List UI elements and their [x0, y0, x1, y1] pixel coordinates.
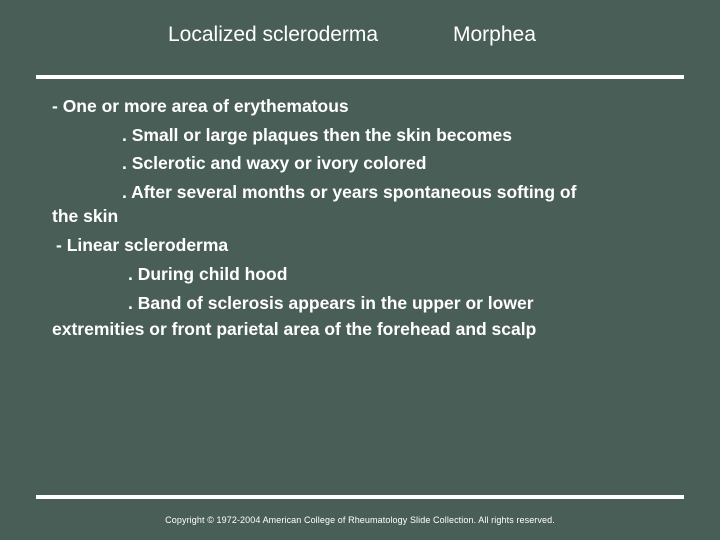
body-line: - Linear scleroderma — [56, 235, 229, 255]
bottom-divider — [36, 495, 684, 499]
title-alternate-name: Morphea — [453, 23, 536, 46]
body-line: . During child hood — [128, 264, 288, 284]
copyright-footer — [0, 514, 720, 526]
body-line: - One or more area of erythematous — [52, 96, 349, 116]
title-main: Localized scleroderma — [168, 23, 379, 46]
body-line: . Band of sclerosis appears in the upper or lower — [128, 293, 534, 313]
body-line: . Sclerotic and waxy or ivory colored — [122, 153, 427, 173]
copyright-text: Copyright © 1972-2004 American College of Rheumatology Slide Collection. All rights reserved. — [165, 515, 555, 525]
body-line: extremities or front parietal area of the forehead and scalp — [52, 319, 537, 339]
body-line: the skin — [52, 206, 119, 226]
body-line: . After several months or years spontaneous softing of — [122, 182, 577, 202]
body-line: . Small or large plaques then the skin becomes — [122, 125, 512, 145]
